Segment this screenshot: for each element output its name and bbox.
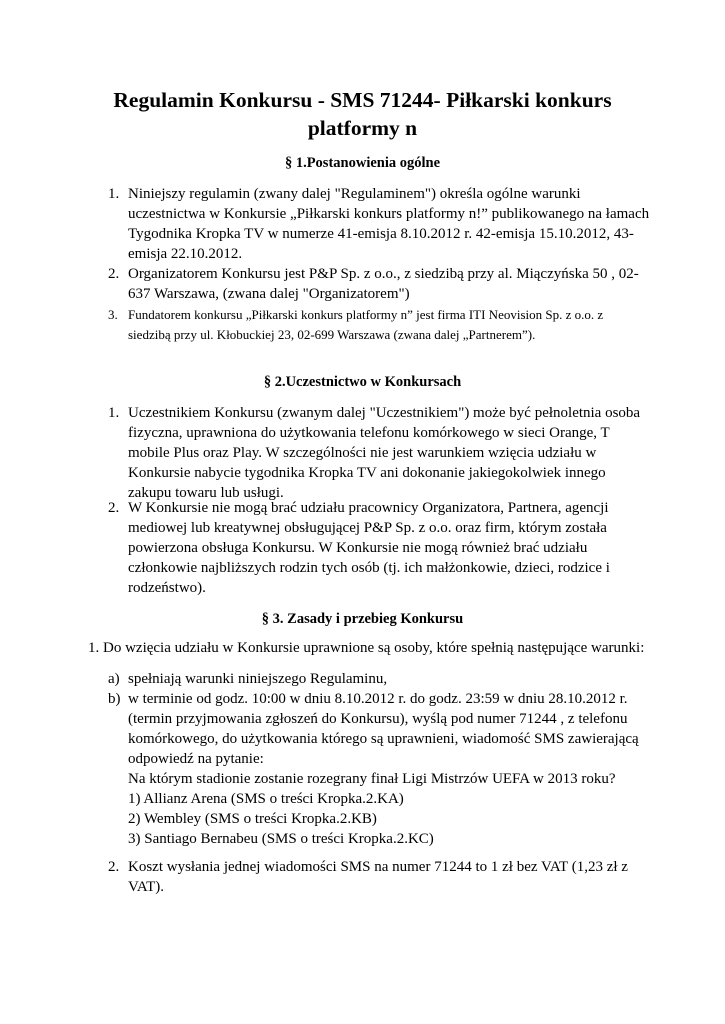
text-line: odpowiedź na pytanie: xyxy=(128,751,264,767)
answer-option-1: 1) Allianz Arena (SMS o treści Kropka.2.KA) xyxy=(128,791,404,807)
text-line: Koszt wysłania jednej wiadomości SMS na numer 71244 to 1 zł bez VAT (1,23 zł z xyxy=(128,859,628,875)
text-line: komórkowego, do użytkowania którego są uprawnieni, wiadomość SMS zawierającą xyxy=(128,731,639,747)
list-letter: b) xyxy=(108,691,121,707)
list-number: 2. xyxy=(108,859,120,875)
text-line: Tygodnika Kropka TV w numerze 41-emisja 8.10.2012 r. 42-emisja 15.10.2012, 43- xyxy=(128,226,634,242)
text-line: Konkursie nabycie tygodnika Kropka TV ani dokonanie jakiegokolwiek innego xyxy=(128,465,606,481)
section-2-heading: § 2.Uczestnictwo w Konkursach xyxy=(263,374,462,390)
text-line: (termin przyjmowania zgłoszeń do Konkursu), wyślą pod numer 71244 , z telefonu xyxy=(128,711,628,727)
text-line: 637 Warszawa, (zwana dalej "Organizatorem") xyxy=(128,286,410,302)
answer-option-3: 3) Santiago Bernabeu (SMS o treści Kropka.2.KC) xyxy=(128,831,434,847)
text-line: VAT). xyxy=(128,879,164,895)
list-number: 2. xyxy=(108,266,120,282)
list-number: 2. xyxy=(108,500,120,516)
text-line: Organizatorem Konkursu jest P&P Sp. z o.o., z siedzibą przy al. Miączyńska 50 , 02- xyxy=(128,266,639,282)
text-line: Niniejszy regulamin (zwany dalej "Regulaminem") określa ogólne warunki xyxy=(128,186,581,202)
text-line: siedzibą przy ul. Kłobuckiej 23, 02-699 Warszawa (zwana dalej „Partnerem”). xyxy=(128,327,536,342)
text-line: zakupu towaru lub usługi. xyxy=(128,485,284,501)
list-number: 3. xyxy=(108,307,118,322)
text-line: powierzona obsługa Konkursu. W Konkursie nie mogą również brać udziału xyxy=(128,540,588,556)
title-line-2: platformy n xyxy=(307,116,418,140)
list-number: 1. xyxy=(108,186,120,202)
title-line-1: Regulamin Konkursu - SMS 71244- Piłkarski konkurs xyxy=(113,88,612,112)
section-1-heading: § 1.Postanowienia ogólne xyxy=(284,155,441,171)
text-line: rodzeństwo). xyxy=(128,580,206,596)
text-line: fizyczna, uprawniona do użytkowania telefonu komórkowego w sieci Orange, T xyxy=(128,425,610,441)
text-line: W Konkursie nie mogą brać udziału pracownicy Organizatora, Partnera, agencji xyxy=(128,500,609,516)
text-line: emisja 22.10.2012. xyxy=(128,246,243,262)
text-line: mediowej lub kreatywnej obsługującej P&P Sp. z o.o. oraz firm, którym została xyxy=(128,520,607,536)
text-line: spełniają warunki niniejszego Regulaminu, xyxy=(128,671,388,687)
text-line: mobile Plus oraz Play. W szczególności nie jest warunkiem wzięcia udziału w xyxy=(128,445,597,461)
text-line: członkowie najbliższych rodzin tych osób (tj. ich małżonkowie, dzieci, rodzice i xyxy=(128,560,610,576)
section-3-heading: § 3. Zasady i przebieg Konkursu xyxy=(261,611,464,627)
section-3-intro: 1. Do wzięcia udziału w Konkursie uprawnione są osoby, które spełnią następujące warunki: xyxy=(88,640,645,656)
list-letter: a) xyxy=(108,671,120,687)
text-line: w terminie od godz. 10:00 w dniu 8.10.2012 r. do godz. 23:59 w dniu 28.10.2012 r. xyxy=(128,691,628,707)
list-number: 1. xyxy=(108,405,120,421)
answer-option-2: 2) Wembley (SMS o treści Kropka.2.KB) xyxy=(128,811,377,827)
text-line: Fundatorem konkursu „Piłkarski konkurs platformy n” jest firma ITI Neovision Sp. z o.o. z xyxy=(128,307,604,322)
text-line: Uczestnikiem Konkursu (zwanym dalej "Uczestnikiem") może być pełnoletnia osoba xyxy=(128,405,641,421)
question-line: Na którym stadionie zostanie rozegrany finał Ligi Mistrzów UEFA w 2013 roku? xyxy=(128,771,616,787)
text-line: uczestnictwa w Konkursie „Piłkarski konkurs platformy n!” publikowanego na łamach xyxy=(128,206,650,222)
document-title xyxy=(95,86,630,142)
